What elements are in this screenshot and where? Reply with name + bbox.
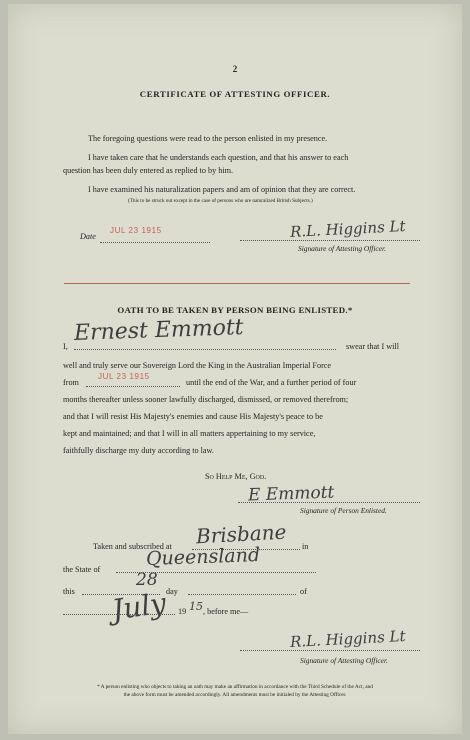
certificate-title: CERTIFICATE OF ATTESTING OFFICER.	[139, 89, 331, 99]
oath-i-label: I,	[63, 342, 68, 351]
oath-line-7: faithfully discharge my duty according to law.	[63, 446, 214, 455]
oath-title: OATH TO BE TAKEN BY PERSON BEING ENLISTED.*	[117, 305, 353, 315]
year-prefix: 19	[178, 607, 187, 616]
certificate-para-1: The foregoing questions were read to the person enlisted in my presence.	[88, 134, 328, 143]
second-officer-signature: R.L. Higgins Lt	[289, 626, 406, 652]
of-label: of	[300, 587, 307, 596]
oath-swear: swear that I will	[346, 342, 399, 351]
oath-line-6: kept and maintained; and that I will in all matters appertaining to my service,	[63, 429, 316, 438]
page-number: 2	[232, 64, 238, 74]
date-line	[100, 242, 210, 243]
officer-signature-line	[240, 240, 420, 241]
state-handwritten: Queensland	[145, 544, 261, 570]
from-date-line	[86, 386, 180, 387]
from-date-stamp: JUL 23 1915	[98, 372, 150, 381]
naturalization-note: (This to be struck out except in the case of persons who are naturalized British Subjects.)	[128, 198, 313, 204]
enlistee-signature-line	[238, 502, 420, 503]
enlistee-name-handwritten: Ernest Emmott	[73, 315, 244, 346]
oath-line-4: months thereafter unless sooner lawfully discharged, dismissed, or removed therefrom;	[63, 395, 349, 404]
section-divider	[64, 283, 410, 284]
day-handwritten: 28	[136, 570, 158, 590]
footnote-line-1: * A person enlisting who objects to taking an oath may make an affirmation in accordance with the Third Schedule of the Act, and	[97, 684, 373, 690]
this-label: this	[63, 587, 75, 596]
oath-line-5: and that I will resist His Majesty's enemies and cause His Majesty's peace to be	[63, 412, 323, 421]
enlistee-signature-caption: Signature of Person Enlisted.	[300, 506, 387, 515]
place-handwritten: Brisbane	[195, 519, 287, 549]
taken-label: Taken and subscribed at	[93, 542, 172, 551]
footnote-line-2: the above form must be amended accordingly. All amendments must be initialed by the Attesting Officer.	[123, 692, 347, 698]
before-me-label: , before me—	[203, 607, 249, 616]
attesting-officer-signature: R.L. Higgins Lt	[289, 216, 406, 242]
enlistee-signature: E Emmott	[247, 482, 335, 506]
year-handwritten: 15	[189, 600, 203, 613]
month-handwritten: July	[109, 586, 169, 627]
name-line	[74, 349, 336, 350]
oath-line-2: well and truly serve our Sovereign Lord the King in the Australian Imperial Force	[63, 361, 332, 370]
second-officer-signature-line	[240, 650, 420, 651]
oath-from-label: from	[63, 378, 79, 387]
month-line	[63, 614, 175, 615]
certificate-para-3: I have examined his naturalization papers and am of opinion that they are correct.	[88, 185, 356, 194]
second-officer-caption: Signature of Attesting Officer.	[300, 656, 388, 665]
of-line	[188, 594, 296, 595]
so-help-me-god: So Help Me, God.	[205, 472, 267, 481]
certificate-para-2-line-1: I have taken care that he understands each question, and that his answer to each	[88, 153, 349, 162]
certificate-para-2-line-2: question has been duly entered as replied to by him.	[63, 166, 234, 175]
state-label: the State of	[63, 565, 101, 574]
officer-signature-caption: Signature of Attesting Officer.	[298, 244, 386, 253]
date-stamp: JUL 23 1915	[110, 226, 162, 235]
oath-line-3: until the end of the War, and a further period of four	[186, 378, 357, 387]
date-label: Date	[80, 232, 96, 241]
in-label: in	[302, 542, 309, 551]
day-label: day	[166, 587, 178, 596]
